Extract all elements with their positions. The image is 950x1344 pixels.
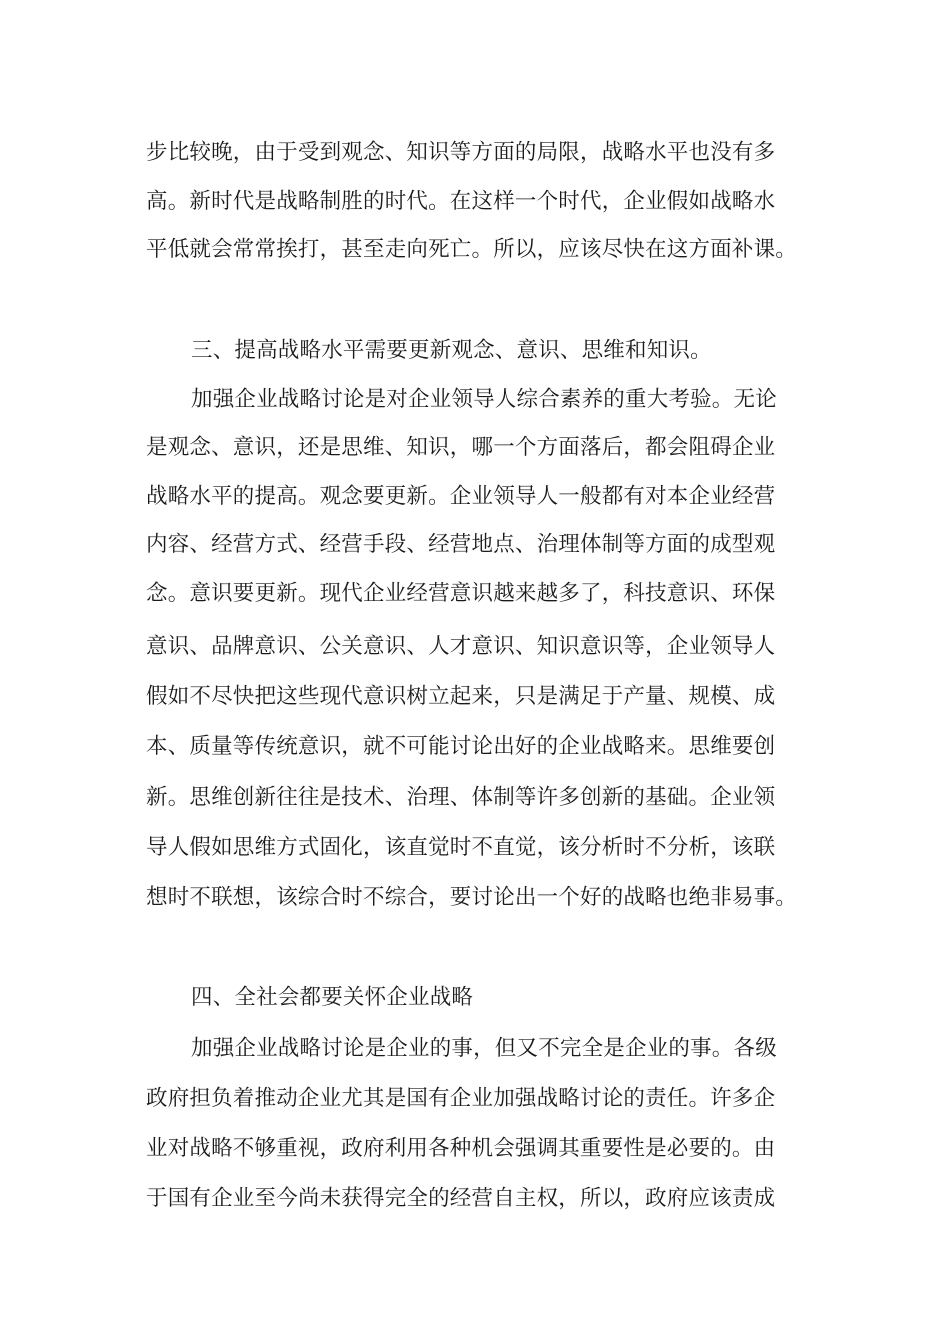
paragraph-line: 本、质量等传统意识，就不可能讨论出好的企业战略来。思维要创 [146,734,776,759]
paragraph-line: 意识、品牌意识、公关意识、人才意识、知识意识等，企业领导人 [146,634,776,659]
paragraph-line: 加强企业战略讨论是对企业领导人综合素养的重大考验。无论 [191,387,777,412]
paragraph-line: 业对战略不够重视，政府利用各种机会强调其重要性是必要的。由 [146,1136,776,1161]
paragraph-line: 平低就会常常挨打，甚至走向死亡。所以，应该尽快在这方面补课。 [146,237,798,262]
paragraph-line: 导人假如思维方式固化，该直觉时不直觉，该分析时不分析，该联 [146,835,776,860]
paragraph-line: 战略水平的提高。观念要更新。企业领导人一般都有对本企业经营 [146,484,776,509]
section-heading: 四、全社会都要关怀企业战略 [191,985,474,1010]
section-heading: 三、提高战略水平需要更新观念、意识、思维和知识。 [191,338,712,363]
paragraph-line: 加强企业战略讨论是企业的事，但又不完全是企业的事。各级 [191,1036,777,1061]
paragraph-line: 是观念、意识，还是思维、知识，哪一个方面落后，都会阻碍企业 [146,435,776,460]
paragraph-line: 于国有企业至今尚未获得完全的经营自主权，所以，政府应该责成 [146,1186,776,1211]
paragraph-line: 新。思维创新往往是技术、治理、体制等许多创新的基础。企业领 [146,785,776,810]
paragraph-line: 步比较晚，由于受到观念、知识等方面的局限，战略水平也没有多 [146,140,776,165]
paragraph-line: 想时不联想，该综合时不综合，要讨论出一个好的战略也绝非易事。 [146,885,798,910]
paragraph-line: 念。意识要更新。现代企业经营意识越来越多了，科技意识、环保 [146,581,776,606]
paragraph-line: 高。新时代是战略制胜的时代。在这样一个时代，企业假如战略水 [146,189,776,214]
paragraph-line: 假如不尽快把这些现代意识树立起来，只是满足于产量、规模、成 [146,684,776,709]
paragraph-line: 政府担负着推动企业尤其是国有企业加强战略讨论的责任。许多企 [146,1086,776,1111]
paragraph-line: 内容、经营方式、经营手段、经营地点、治理体制等方面的成型观 [146,532,776,557]
